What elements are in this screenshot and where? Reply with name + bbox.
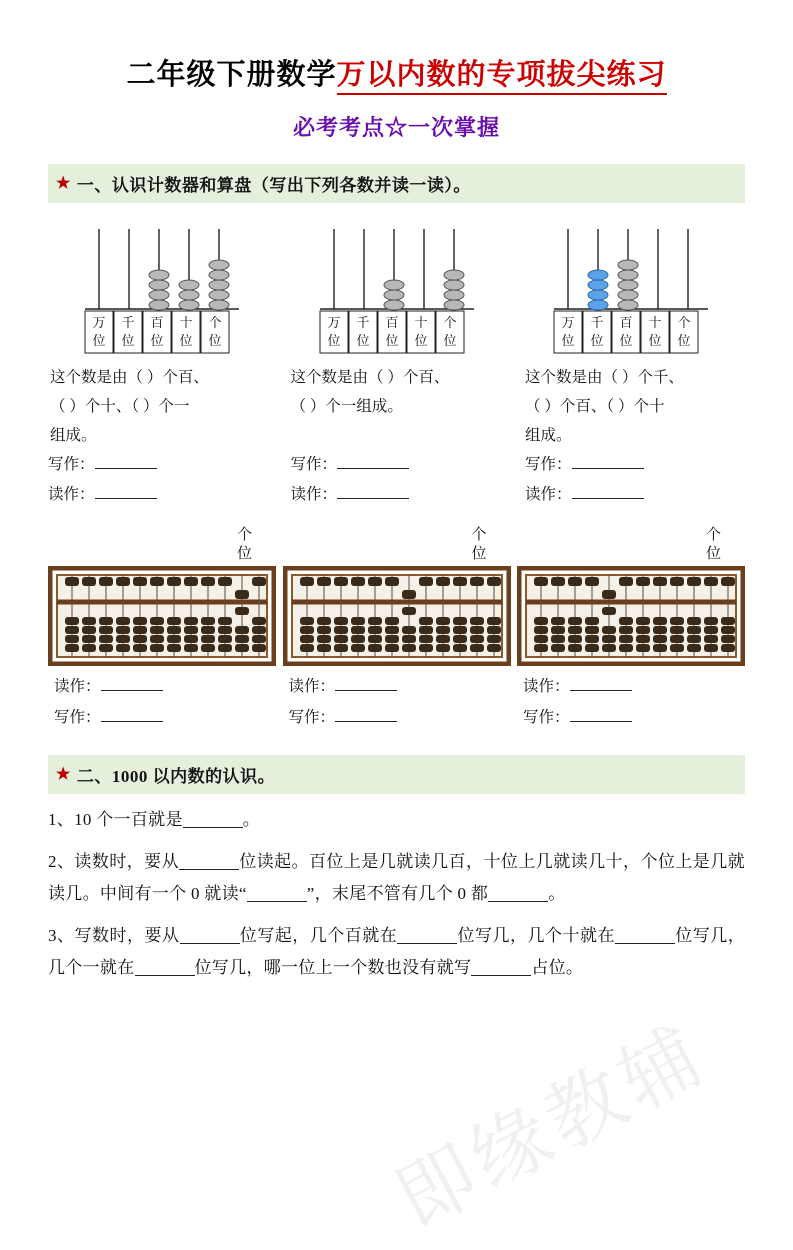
counter-question-1 (48, 363, 276, 450)
counter-read-3-blank[interactable] (572, 498, 644, 499)
counter-read-2 (283, 480, 511, 510)
svg-text:十: 十 (179, 315, 193, 330)
svg-text:万: 万 (92, 315, 106, 330)
counter-read-1-blank[interactable] (95, 498, 157, 499)
abacus-read-1 (48, 671, 276, 702)
counter-diagram-3 (517, 217, 745, 357)
question-item-2: 2、读数时，要从 位读起。百位上是几就读几百，十位上几就读几十，个位上是几就读几。中间有一个 0 就读“ ”，末尾不管有几个 0 都 。 (48, 852, 745, 903)
svg-text:十: 十 (648, 315, 662, 330)
counter-read-2-label: 读作： (290, 486, 338, 503)
svg-text:位: 位 (619, 333, 633, 348)
counter-write-1-label: 写作： (48, 456, 95, 473)
abacus-diagram-3 (517, 566, 745, 666)
svg-text:位: 位 (413, 333, 428, 348)
abacus-write-2 (283, 702, 511, 733)
counter-write-3 (517, 450, 745, 480)
counter-question-1-line-2: （ ）个十、（ ）个一 (50, 398, 190, 415)
page-subtitle: 必考考点☆一次掌握 (292, 115, 500, 140)
counter-read-2-blank[interactable] (337, 498, 409, 499)
question-item-2-number: 2、 (48, 852, 75, 871)
counter-diagram-1 (48, 217, 276, 357)
question-item-3-blank-1[interactable] (180, 943, 240, 944)
abacus-write-2-label: 写作： (288, 709, 336, 726)
question-item-1-number: 1、 (48, 810, 75, 829)
svg-text:位: 位 (326, 333, 341, 348)
abacus-cell-2 (283, 526, 511, 733)
counter-cell-2 (283, 217, 511, 510)
svg-text:位: 位 (384, 333, 399, 348)
counter-cell-3 (517, 217, 745, 510)
counter-diagram-2 (283, 217, 511, 357)
page-title-red: 万以内数的专项拔尖练习 (337, 59, 667, 95)
abacus-unit-label-1: 个 位 (236, 527, 252, 562)
svg-text:个: 个 (677, 315, 691, 330)
svg-text:百: 百 (150, 315, 164, 330)
abacus-cell-1 (48, 526, 276, 733)
svg-text:位: 位 (442, 333, 457, 348)
svg-text:位: 位 (150, 333, 164, 348)
abacus-write-3-label: 写作： (523, 709, 570, 726)
watermark: 即缘教辅 (382, 1009, 721, 1245)
abacus-read-2 (283, 671, 511, 702)
question-item-3-blank-5[interactable] (471, 975, 531, 976)
counter-question-2-line-2: （ ）个一组成。 (290, 398, 403, 415)
counter-read-1-label: 读作： (48, 486, 95, 503)
counter-read-3-label: 读作： (525, 486, 572, 503)
question-item-3-number: 3、 (48, 926, 75, 945)
question-item-3-blank-3[interactable] (615, 943, 675, 944)
abacus-diagram-2 (283, 566, 511, 666)
abacus-read-2-label: 读作： (288, 678, 336, 695)
abacus-write-3 (517, 702, 745, 733)
abacus-unit-label-2: 个 位 (471, 527, 487, 562)
counter-write-2-blank[interactable] (337, 468, 409, 469)
counter-question-1-line-3: 组成。 (50, 427, 97, 444)
star-icon-two: ★ (56, 765, 71, 783)
question-item-3-blank-2[interactable] (397, 943, 457, 944)
svg-text:万: 万 (326, 315, 341, 330)
abacus-write-1-blank[interactable] (101, 721, 163, 722)
counter-read-1 (48, 480, 276, 510)
counter-write-3-blank[interactable] (572, 468, 644, 469)
svg-text:位: 位 (92, 333, 106, 348)
section-heading-one (48, 164, 745, 203)
page-title-black: 二年级下册数学 (126, 59, 337, 91)
svg-text:位: 位 (561, 333, 575, 348)
abacus-diagram-1 (48, 566, 276, 666)
abacus-write-1 (48, 702, 276, 733)
section-heading-one-text: 一、认识计数器和算盘（写出下列各数并读一读）。 (76, 176, 471, 195)
abacus-read-1-blank[interactable] (101, 690, 163, 691)
counter-write-1 (48, 450, 276, 480)
question-item-2-blank-1[interactable] (179, 869, 239, 870)
page-title (48, 0, 745, 93)
svg-text:位: 位 (677, 333, 691, 348)
svg-text:百: 百 (619, 315, 633, 330)
counter-read-3 (517, 480, 745, 510)
question-item-3: 3、写数时，要从 位写起，几个百就在 位写几，几个十就在 位写几，几个一就在 位写几，哪一位上一个数也没有就写 占位。 (48, 926, 746, 977)
counter-question-3 (517, 363, 745, 450)
svg-text:位: 位 (648, 333, 662, 348)
svg-text:位: 位 (208, 333, 222, 348)
question-item-2-blank-3[interactable] (488, 901, 548, 902)
abacus-write-1-label: 写作： (54, 709, 101, 726)
counter-question-2-line-1: 这个数是由（ ）个百、 (290, 369, 450, 386)
svg-text:位: 位 (121, 333, 135, 348)
svg-text:十: 十 (413, 315, 428, 330)
star-icon: ★ (56, 174, 71, 192)
abacus-read-2-blank[interactable] (335, 690, 397, 691)
abacus-write-2-blank[interactable] (335, 721, 397, 722)
svg-text:千: 千 (355, 315, 370, 330)
section-heading-two-text: 二、1000 以内数的认识。 (76, 767, 276, 786)
question-item-2-blank-2[interactable] (247, 901, 307, 902)
abacus-write-3-blank[interactable] (570, 721, 632, 722)
question-item-1-blank-1[interactable] (183, 827, 243, 828)
abacus-read-1-label: 读作： (54, 678, 101, 695)
question-item-1: 1、10 个一百就是 。 (48, 810, 261, 829)
svg-text:位: 位 (355, 333, 370, 348)
counter-write-1-blank[interactable] (95, 468, 157, 469)
abacus-read-3 (517, 671, 745, 702)
counter-write-2 (283, 450, 511, 480)
abacus-read-3-blank[interactable] (570, 690, 632, 691)
svg-text:千: 千 (121, 315, 135, 330)
abacus-cell-3 (517, 526, 745, 733)
svg-text:位: 位 (590, 333, 604, 348)
abacus-row (48, 526, 745, 733)
svg-text:百: 百 (384, 315, 399, 330)
counter-question-1-line-1: 这个数是由（ ）个百、 (50, 369, 209, 386)
question-item-1-text: 10 个一百就是 (74, 810, 183, 829)
counter-write-3-label: 写作： (525, 456, 572, 473)
svg-text:个: 个 (442, 315, 457, 330)
counter-question-3-line-2: （ ）个百、（ ）个十 (525, 398, 665, 415)
counter-question-2 (283, 363, 511, 450)
svg-text:个: 个 (208, 315, 222, 330)
counter-cell-1 (48, 217, 276, 510)
abacus-read-3-label: 读作： (523, 678, 570, 695)
abacus-unit-label-3: 个 位 (705, 527, 721, 562)
svg-text:千: 千 (590, 315, 604, 330)
counter-question-3-line-1: 这个数是由（ ）个千、 (525, 369, 684, 386)
section-heading-two (48, 755, 745, 794)
counter-row (48, 217, 745, 510)
svg-text:位: 位 (179, 333, 193, 348)
svg-text:万: 万 (561, 315, 575, 330)
question-item-3-blank-4[interactable] (135, 975, 195, 976)
counter-write-2-label: 写作： (290, 456, 338, 473)
counter-question-3-line-3: 组成。 (525, 427, 572, 444)
